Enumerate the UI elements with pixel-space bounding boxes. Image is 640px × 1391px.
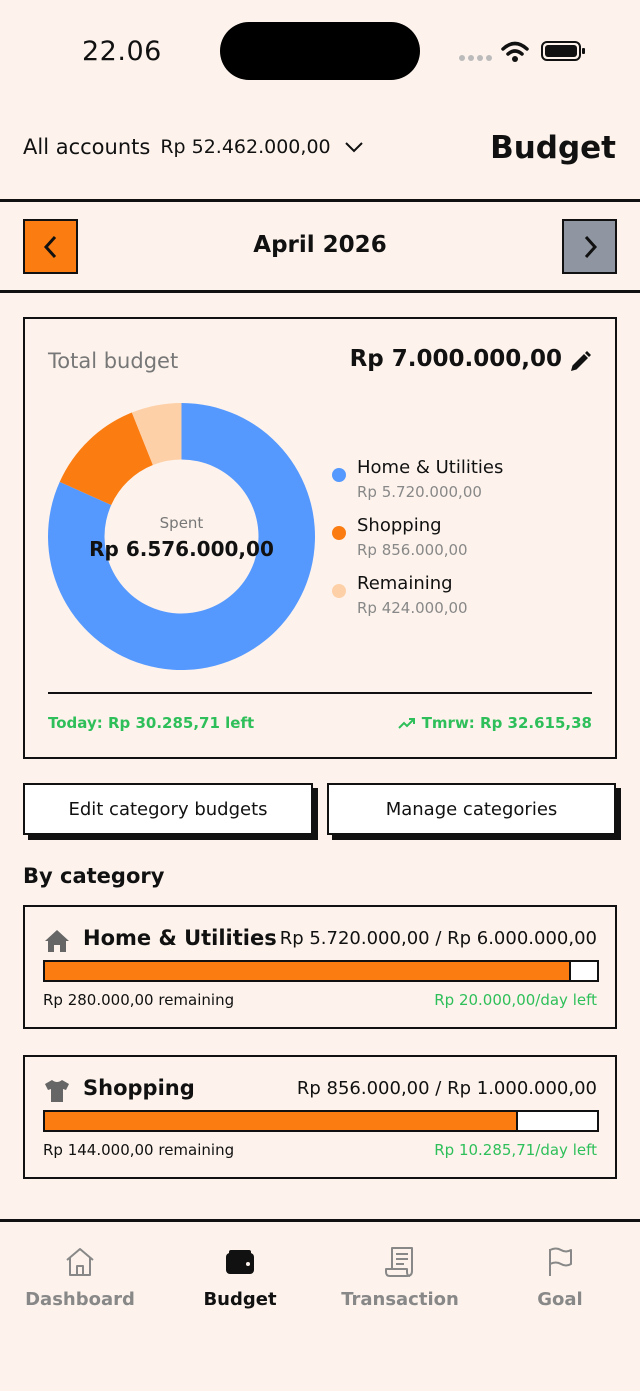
- legend-name: Shopping: [357, 515, 442, 536]
- battery-icon: [542, 42, 585, 60]
- card-divider: [48, 692, 592, 694]
- today-allowance: Today: Rp 30.285,71 left: [48, 714, 255, 732]
- account-balance: Rp 52.462.000,00: [160, 136, 331, 158]
- legend-name: Remaining: [357, 573, 453, 594]
- total-budget-label: Total budget: [48, 349, 179, 373]
- legend-dot: [332, 468, 346, 482]
- legend-dot: [332, 526, 346, 540]
- account-selector[interactable]: [23, 135, 365, 159]
- flag-icon: [543, 1245, 577, 1279]
- category-remaining: Rp 144.000,00 remaining: [43, 1141, 235, 1159]
- legend-value: Rp 424.000,00: [357, 599, 468, 617]
- spent-label: Spent: [159, 514, 204, 532]
- category-name: Shopping: [83, 1076, 195, 1100]
- edit-category-budgets-button[interactable]: Edit category budgets: [23, 783, 313, 835]
- next-month-button[interactable]: [562, 219, 617, 274]
- category-progress-bar: [43, 1110, 599, 1132]
- header-divider: [0, 199, 640, 202]
- month-divider: [0, 290, 640, 293]
- category-progress-bar: [43, 960, 599, 982]
- category-remaining: Rp 280.000,00 remaining: [43, 991, 235, 1009]
- receipt-icon: [383, 1245, 417, 1279]
- trending-up-icon: [398, 716, 416, 730]
- signal-icon: [459, 55, 492, 61]
- account-label: All accounts: [23, 135, 151, 159]
- category-per-day: Rp 10.285,71/day left: [434, 1141, 597, 1159]
- pencil-icon[interactable]: [568, 350, 592, 374]
- category-per-day: Rp 20.000,00/day left: [434, 991, 597, 1009]
- chevron-down-icon: [343, 136, 365, 158]
- by-category-title: By category: [23, 864, 165, 888]
- tab-goal[interactable]: [480, 1245, 640, 1310]
- category-amount: Rp 856.000,00 / Rp 1.000.000,00: [296, 1078, 597, 1099]
- current-month: April 2026: [253, 232, 387, 258]
- legend-value: Rp 5.720.000,00: [357, 483, 482, 501]
- category-progress-fill: [45, 962, 571, 980]
- tab-label: Goal: [537, 1289, 583, 1310]
- tshirt-icon: [43, 1077, 71, 1105]
- legend-dot: [332, 584, 346, 598]
- dynamic-island: [220, 22, 420, 80]
- page-title: Budget: [490, 130, 616, 166]
- tomorrow-allowance: [398, 714, 592, 732]
- status-time: 22.06: [82, 36, 162, 67]
- category-name: Home & Utilities: [83, 926, 277, 950]
- tab-budget[interactable]: [160, 1245, 320, 1310]
- category-amount: Rp 5.720.000,00 / Rp 6.000.000,00: [279, 928, 597, 949]
- tab-label: Budget: [203, 1289, 277, 1310]
- tab-transaction[interactable]: [320, 1245, 480, 1310]
- tab-label: Dashboard: [25, 1289, 135, 1310]
- legend-name: Home & Utilities: [357, 457, 504, 478]
- house-icon: [63, 1245, 97, 1279]
- status-icons: [458, 38, 588, 64]
- tabbar-divider: [0, 1219, 640, 1222]
- total-budget-value: Rp 7.000.000,00: [349, 346, 562, 372]
- category-card-home-utilities[interactable]: [23, 905, 617, 1029]
- wallet-icon: [223, 1245, 257, 1279]
- spent-value: Rp 6.576.000,00: [89, 537, 274, 561]
- tab-dashboard[interactable]: [0, 1245, 160, 1310]
- legend-value: Rp 856.000,00: [357, 541, 468, 559]
- tab-label: Transaction: [341, 1289, 459, 1310]
- home-icon: [43, 927, 71, 955]
- category-card-shopping[interactable]: [23, 1055, 617, 1179]
- chevron-right-icon: [578, 233, 602, 261]
- manage-categories-button[interactable]: Manage categories: [327, 783, 616, 835]
- wifi-icon: [503, 44, 527, 55]
- tomorrow-text: Tmrw: Rp 32.615,38: [421, 714, 592, 732]
- category-progress-fill: [45, 1112, 518, 1130]
